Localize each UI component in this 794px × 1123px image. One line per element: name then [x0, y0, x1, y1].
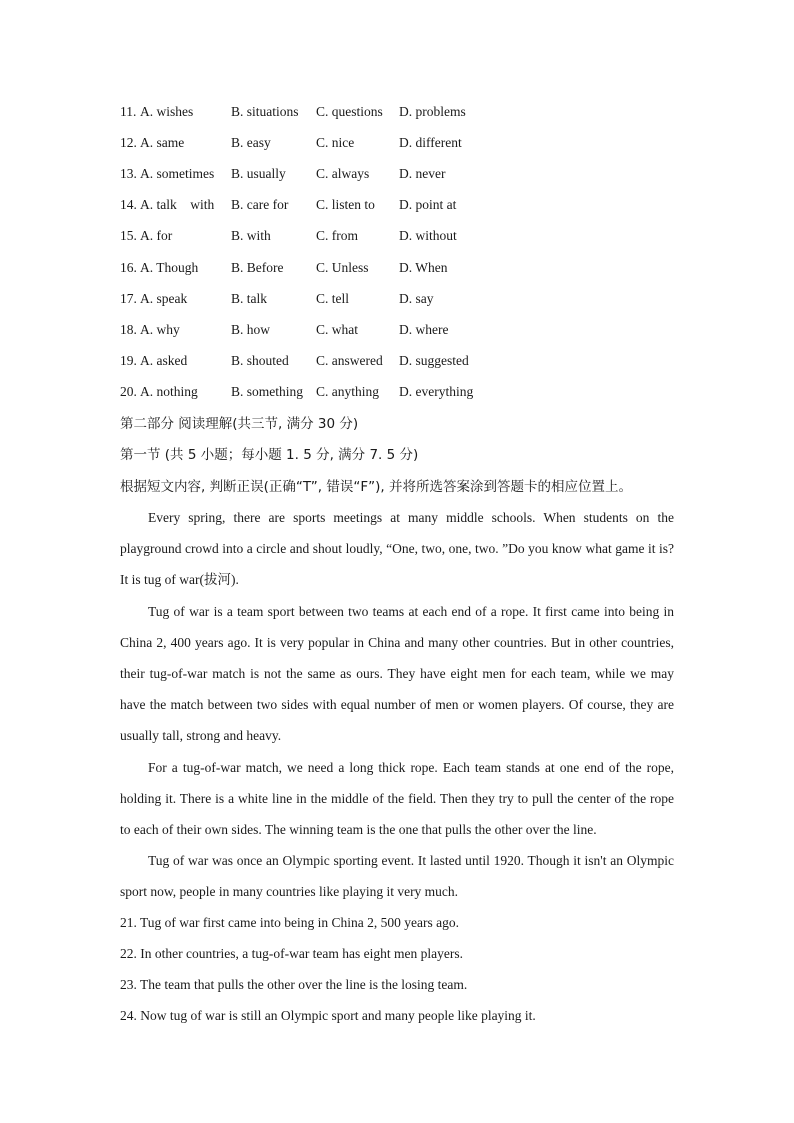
- option-a: A. talk with: [140, 197, 215, 212]
- option-c: C. nice: [316, 135, 355, 150]
- option-c: C. answered: [316, 353, 383, 368]
- option-b: B. care for: [231, 197, 289, 212]
- option-c: C. anything: [316, 384, 379, 399]
- passage-paragraph-4: Tug of war was once an Olympic sporting event. It lasted until 1920. Though it isn't an Olympic sport now, people in many countries like playing it very much.: [120, 853, 674, 900]
- option-a: A. for: [140, 228, 173, 243]
- passage-paragraph-2: Tug of war is a team sport between two teams at each end of a rope. It first came into being in China 2, 400 years ago. It is very popular in China and many other countries. But in other countries, their tug-of-war match is not the same as ours. They have eight men for each team, while we may have the match between two sides with equal number of men or women players. Of course, they are usually tall, strong and heavy.: [120, 603, 674, 744]
- statement-21: 21. Tug of war first came into being in China 2, 500 years ago.: [120, 915, 459, 930]
- option-b: B. something: [231, 384, 304, 399]
- statement-22: 22. In other countries, a tug-of-war team has eight men players.: [120, 946, 464, 961]
- option-b: B. how: [231, 322, 271, 337]
- choice-row-16: [120, 258, 448, 278]
- question-number: 14.: [120, 197, 137, 212]
- option-d: D. never: [399, 166, 446, 181]
- option-a: A. speak: [140, 291, 188, 306]
- option-b: B. easy: [231, 135, 271, 150]
- option-a: A. asked: [140, 353, 188, 368]
- option-a: A. nothing: [140, 384, 198, 399]
- question-number: 12.: [120, 135, 137, 150]
- question-number: 13.: [120, 166, 137, 181]
- choice-row-12: [120, 133, 462, 153]
- option-d: D. different: [399, 135, 462, 150]
- option-c: C. what: [316, 322, 358, 337]
- option-d: D. When: [399, 260, 448, 275]
- question-number: 17.: [120, 291, 137, 306]
- option-c: C. always: [316, 166, 370, 181]
- option-d: D. without: [399, 228, 457, 243]
- option-b: B. usually: [231, 166, 286, 181]
- question-number: 16.: [120, 260, 137, 275]
- choice-row-14: [120, 195, 457, 215]
- option-a: A. why: [140, 322, 180, 337]
- option-c: C. questions: [316, 104, 383, 119]
- sub-section-title: 第一节 (共 5 小题；每小题 1. 5 分, 满分 7. 5 分): [120, 447, 419, 463]
- choice-row-13: [120, 164, 446, 184]
- choice-row-17: [120, 289, 434, 309]
- passage-paragraph-1: Every spring, there are sports meetings at many middle schools. When students on the playground crowd into a circle and shout loudly, “One, two, one, two. ”Do you know what game it is? It is tug of war(拔河).: [120, 510, 674, 588]
- statement-23: 23. The team that pulls the other over the line is the losing team.: [120, 977, 468, 992]
- option-c: C. listen to: [316, 197, 375, 212]
- reading-passage: [120, 502, 674, 908]
- option-c: C. from: [316, 228, 358, 243]
- option-d: D. say: [399, 291, 434, 306]
- question-number: 20.: [120, 384, 137, 399]
- question-number: 19.: [120, 353, 137, 368]
- option-d: D. problems: [399, 104, 466, 119]
- question-number: 15.: [120, 228, 137, 243]
- option-a: A. sometimes: [140, 166, 215, 181]
- choice-row-11: [120, 102, 466, 122]
- option-b: B. Before: [231, 260, 284, 275]
- option-d: D. where: [399, 322, 449, 337]
- option-a: A. wishes: [140, 104, 194, 119]
- statement-24: 24. Now tug of war is still an Olympic sport and many people like playing it.: [120, 1008, 536, 1023]
- choice-row-19: [120, 351, 469, 371]
- option-b: B. talk: [231, 291, 267, 306]
- option-c: C. tell: [316, 291, 349, 306]
- option-d: D. suggested: [399, 353, 469, 368]
- option-d: D. point at: [399, 197, 457, 212]
- option-b: B. situations: [231, 104, 299, 119]
- option-a: A. same: [140, 135, 185, 150]
- choice-row-15: [120, 226, 457, 246]
- question-number: 11.: [120, 104, 137, 119]
- part-title: 第二部分 阅读理解(共三节, 满分 30 分): [120, 416, 359, 432]
- choice-row-18: [120, 320, 449, 340]
- instruction: 根据短文内容, 判断正误(正确“T”, 错误“F”), 并将所选答案涂到答题卡的相应位置上。: [120, 479, 632, 495]
- option-d: D. everything: [399, 384, 474, 399]
- question-number: 18.: [120, 322, 137, 337]
- option-b: B. with: [231, 228, 271, 243]
- passage-paragraph-3: For a tug-of-war match, we need a long thick rope. Each team stands at one end of the rope, holding it. There is a white line in the middle of the field. Then they try to pull the center of the rope to each of their own sides. The winning team is the one that pulls the other over the line.: [120, 759, 674, 838]
- choice-row-20: [120, 382, 474, 402]
- option-b: B. shouted: [231, 353, 289, 368]
- option-c: C. Unless: [316, 260, 369, 275]
- option-a: A. Though: [140, 260, 199, 275]
